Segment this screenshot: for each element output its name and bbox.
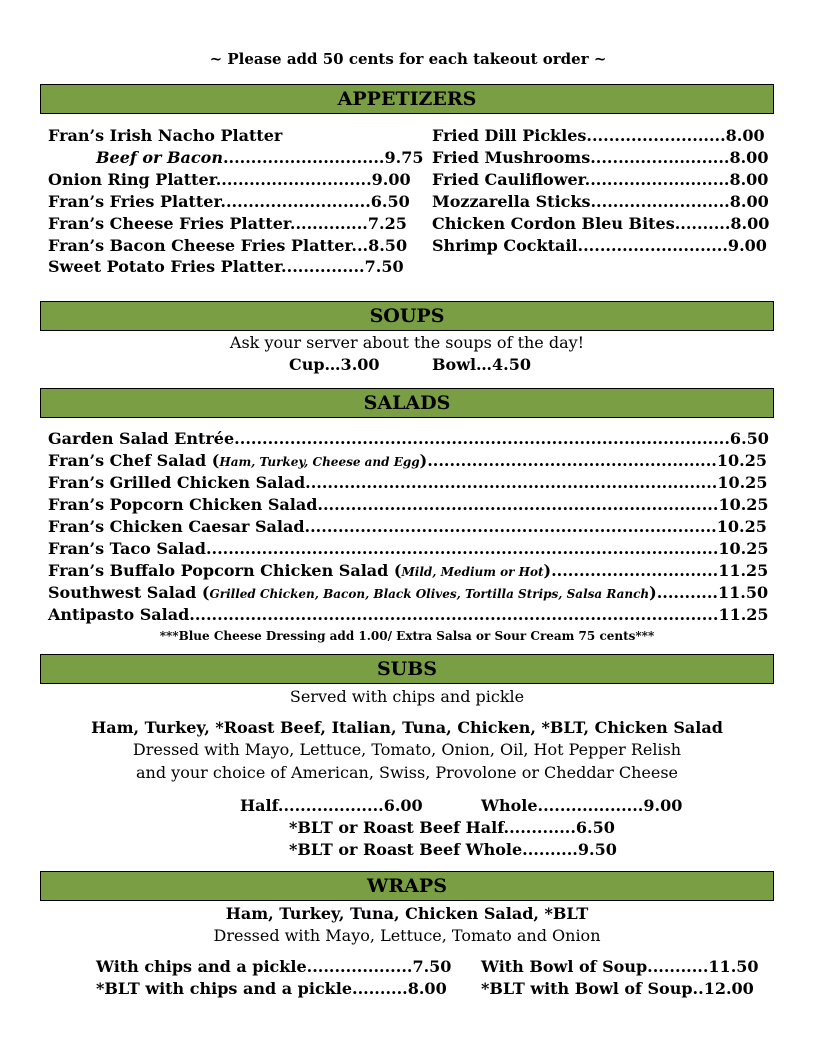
salad-item-name: Antipasto Salad [48, 605, 190, 624]
salad-item-price: ........................................................................10.25 [317, 495, 769, 514]
salad-item-paren: ) [543, 561, 552, 580]
salad-item-note: Grilled Chicken, Bacon, Black Olives, Tortilla Strips, Salsa Ranch [209, 587, 650, 601]
salad-item-name: Garden Salad Entrée [48, 429, 235, 448]
menu-item-price: .............................9.75 [222, 148, 424, 167]
salad-item-note: Ham, Turkey, Cheese and Egg [219, 455, 420, 469]
menu-item: Fran’s Cheese Fries Platter..............7.25 [48, 214, 407, 233]
subs-cheese-choice: and your choice of American, Swiss, Provolone or Cheddar Cheese [136, 763, 678, 782]
salad-item-name: Fran’s Buffalo Popcorn Chicken Salad ( [48, 561, 402, 580]
salad-item-name: Fran’s Taco Salad [48, 539, 206, 558]
salad-item-price: ...............................................................................................11.25 [189, 605, 769, 624]
subs-blt-whole-price: *BLT or Roast Beef Whole..........9.50 [289, 840, 617, 859]
salad-item [48, 516, 767, 538]
salad-item-paren: ) [649, 583, 657, 602]
subs-blt-half-price: *BLT or Roast Beef Half.............6.50 [289, 818, 615, 837]
section-header-appetizers: APPETIZERS [40, 84, 774, 114]
section-header-wraps: WRAPS [40, 871, 774, 901]
subs-whole-price: Whole...................9.00 [481, 796, 683, 815]
soup-cup-price: Cup…3.00 [289, 355, 380, 374]
menu-item: Fran’s Fries Platter...........................6.50 [48, 192, 410, 211]
salad-item [48, 472, 767, 494]
salad-item-name: Fran’s Grilled Chicken Salad [48, 473, 306, 492]
menu-item: Fried Mushrooms.........................8.00 [432, 148, 769, 167]
menu-item: Mozzarella Sticks.........................8.00 [432, 192, 769, 211]
menu-item: Fran’s Irish Nacho Platter [48, 126, 283, 145]
menu-item: Sweet Potato Fries Platter...............7.50 [48, 257, 404, 276]
wraps-soup-price: With Bowl of Soup...........11.50 [481, 957, 759, 976]
section-header-subs: SUBS [40, 654, 774, 684]
salad-item [48, 582, 768, 605]
salad-item-price: ............................................................................................10.25 [205, 539, 769, 558]
salad-item-paren: ) [419, 451, 428, 470]
salad-item-price: ..............................11.25 [551, 561, 769, 580]
soups-description: Ask your server about the soups of the day! [229, 333, 585, 352]
subs-served-with: Served with chips and pickle [289, 687, 525, 706]
wraps-types: Ham, Turkey, Tuna, Chicken Salad, *BLT [225, 904, 589, 923]
salad-item [48, 538, 769, 560]
salad-item-price: ....................................................10.25 [427, 451, 767, 470]
salad-item-price: ..........................................................................10.25 [305, 473, 768, 492]
salad-item-name: Fran’s Chef Salad ( [48, 451, 220, 470]
salad-item [48, 560, 768, 583]
section-header-salads: SALADS [40, 388, 774, 418]
salad-item [48, 604, 769, 626]
subs-types: Ham, Turkey, *Roast Beef, Italian, Tuna, Chicken, *BLT, Chicken Salad [91, 718, 723, 737]
salads-footnote: ***Blue Cheese Dressing add 1.00/ Extra Salsa or Sour Cream 75 cents*** [159, 629, 655, 643]
salad-item [48, 494, 769, 516]
wraps-dressing: Dressed with Mayo, Lettuce, Tomato and Onion [213, 926, 601, 945]
wraps-chips-price: With chips and a pickle...................7.50 [96, 957, 452, 976]
menu-item: Fried Cauliflower..........................8.00 [432, 170, 769, 189]
menu-item [96, 147, 423, 169]
salad-item-name: Fran’s Popcorn Chicken Salad [48, 495, 318, 514]
menu-item: Shrimp Cocktail...........................9.00 [432, 236, 767, 255]
takeout-notice: ~ Please add 50 cents for each takeout order ~ [209, 50, 607, 68]
soup-bowl-price: Bowl…4.50 [432, 355, 532, 374]
subs-dressing: Dressed with Mayo, Lettuce, Tomato, Onion, Oil, Hot Pepper Relish [132, 740, 682, 759]
menu-item: Onion Ring Platter............................9.00 [48, 170, 411, 189]
menu-item: Fran’s Bacon Cheese Fries Platter...8.50 [48, 236, 408, 255]
salad-item [48, 428, 769, 450]
salad-item [48, 450, 767, 473]
menu-item: Chicken Cordon Bleu Bites..........8.00 [432, 214, 770, 233]
wraps-blt-soup-price: *BLT with Bowl of Soup..12.00 [481, 979, 754, 998]
salad-item-name: Southwest Salad ( [48, 583, 210, 602]
salad-item-price: .........................................................................................6.50 [234, 429, 769, 448]
subs-half-price: Half...................6.00 [240, 796, 423, 815]
salad-item-name: Fran’s Chicken Caesar Salad [48, 517, 305, 536]
menu-item: Fried Dill Pickles.........................8.00 [432, 126, 765, 145]
menu-item-option: Beef or Bacon [96, 148, 223, 167]
section-header-soups: SOUPS [40, 301, 774, 331]
salad-item-price: ..........................................................................10.25 [304, 517, 767, 536]
salad-item-note: Mild, Medium or Hot [401, 565, 544, 579]
salad-item-price: ...........11.50 [656, 583, 769, 602]
wraps-blt-chips-price: *BLT with chips and a pickle..........8.00 [96, 979, 447, 998]
